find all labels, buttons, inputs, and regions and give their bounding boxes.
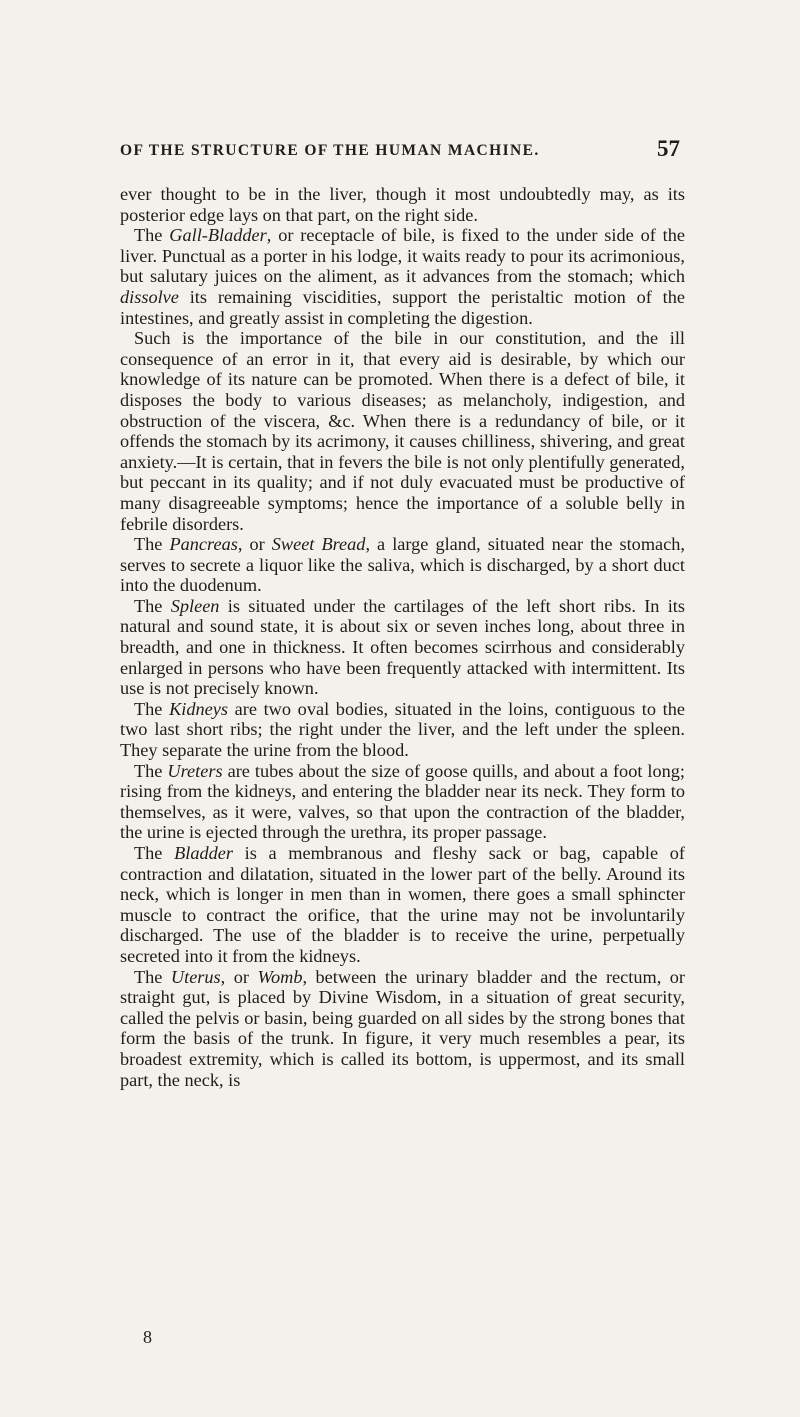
term-dissolve: dissolve [120, 286, 179, 307]
paragraph-bladder: The Bladder is a membranous and fleshy sack or bag, capable of contraction and dilatation, situated in the lower part of the belly. Around its neck, which is longer in men than in women, there goes a small sphincter muscle to contract the orifice, that the urine may not be involuntarily discharged. The use of the bladder is to receive the urine, perpetually secreted into it from the kidneys. [120, 843, 685, 966]
term-sweet-bread: Sweet Bread [271, 534, 366, 555]
paragraph-uterus: The Uterus, or Womb, between the urinary bladder and the rectum, or straight gut, is placed by Divine Wisdom, in a situation of great security, called the pelvis or basin, being guarded on all sides by the strong bones that form the basis of the trunk. In figure, it very much resembles a pear, its broadest extremity, which is called its bottom, is uppermost, and its small part, the neck, is [120, 966, 685, 1090]
body-text [120, 184, 685, 1090]
term-pancreas: Pancreas [169, 534, 238, 555]
term-gall-bladder: Gall-Bladder [169, 225, 267, 246]
term-spleen: Spleen [170, 595, 220, 616]
paragraph-pancreas: The Pancreas, or Sweet Bread, a large gland, situated near the stomach, serves to secrete a liquor like the saliva, which is discharged, by a short duct into the duodenum. [120, 534, 685, 596]
paragraph-kidneys: The Kidneys are two oval bodies, situated in the loins, contiguous to the two last short ribs; the right under the liver, and the left under the spleen. They separate the urine from the blood. [120, 698, 685, 761]
running-title: OF THE STRUCTURE OF THE HUMAN MACHINE. [120, 142, 540, 159]
page-number: 57 [657, 136, 680, 161]
term-womb: Womb [257, 966, 303, 987]
paragraph-spleen: The Spleen is situated under the cartilages of the left short ribs. In its natural and sound state, it is about six or seven inches long, about three in breadth, and one in thickness. It often becomes scirrhous and considerably enlarged in persons who have been frequently attacked with intermittent. Its use is not precisely known. [120, 595, 685, 699]
term-kidneys: Kidneys [169, 698, 228, 719]
term-ureters: Ureters [167, 760, 223, 781]
signature-mark: 8 [143, 1327, 152, 1347]
term-uterus: Uterus [170, 966, 221, 987]
paragraph-ureters: The Ureters are tubes about the size of goose quills, and about a foot long; rising from the kidneys, and entering the bladder near its neck. They form to themselves, as it were, valves, so that upon the contraction of the bladder, the urine is ejected through the urethra, its proper passage. [120, 760, 685, 843]
paragraph-gall-bladder: The Gall-Bladder, or receptacle of bile, is fixed to the under side of the liver. Punctual as a porter in his lodge, it waits ready to pour its acrimonious, but salutary juices on the aliment, as it advances from the stomach; which dissolve its remaining viscidities, support the peristaltic motion of the intestines, and greatly assist in completing the digestion. [120, 225, 685, 328]
paragraph-bile: Such is the importance of the bile in our constitution, and the ill consequence of an error in it, that every aid is desirable, by which our knowledge of its nature can be promoted. When there is a defect of bile, it disposes the body to various diseases; as melancholy, indigestion, and obstruction of the viscera, &c. When there is a redundancy of bile, or it offends the stomach by its acrimony, it causes chilliness, shivering, and great anxiety.—It is certain, that in fevers the bile is not only plentifully generated, but peccant in its quality; and if not duly evacuated must be productive of many disagreeable symptoms; hence the importance of a soluble belly in febrile disorders. [120, 328, 685, 534]
paragraph-liver-continuation: ever thought to be in the liver, though it most undoubtedly may, as its posterior edge lays on that part, on the right side. [120, 184, 685, 225]
running-head [120, 138, 680, 168]
term-bladder: Bladder [174, 843, 233, 863]
